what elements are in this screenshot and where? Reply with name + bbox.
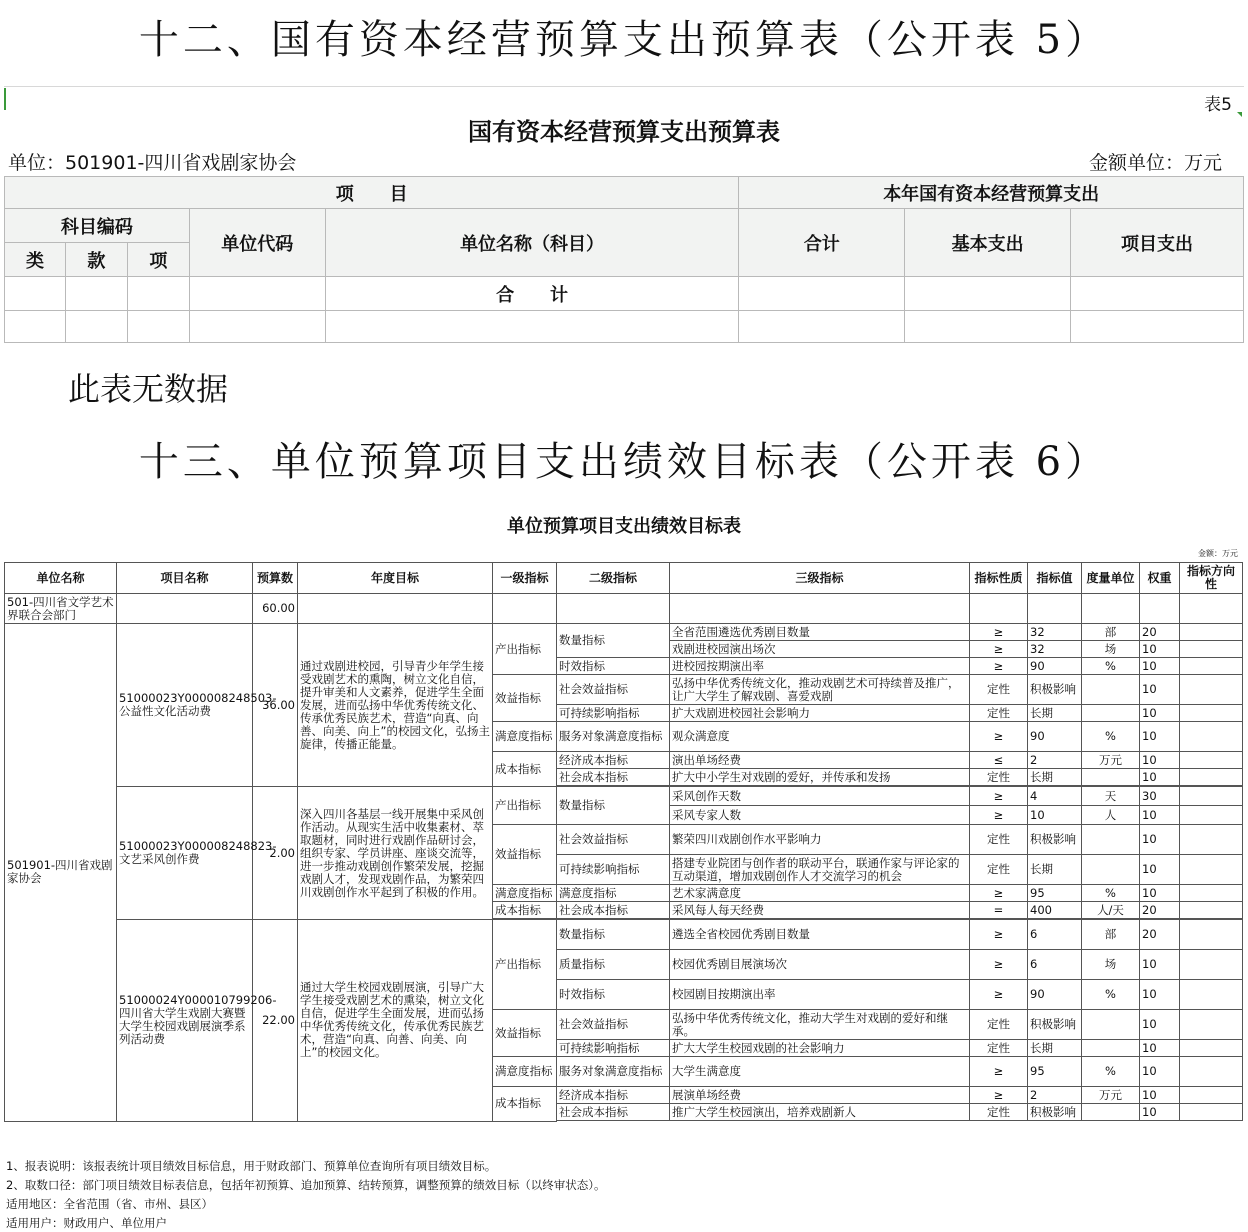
p1-r1-v: 32 [1028, 641, 1082, 658]
t6-h-nature: 指标性质 [970, 563, 1028, 594]
t6-h-l3: 三级指标 [670, 563, 970, 594]
p2-l1-out: 产出指标 [493, 787, 557, 825]
p1-r7-l2: 社会成本指标 [557, 769, 670, 786]
table-row [5, 787, 1243, 806]
p2-r0-m: 天 [1082, 787, 1140, 806]
t5-h-code: 科目编码 [5, 209, 190, 243]
p3-r6-n: ≥ [970, 1087, 1028, 1104]
p3-r2-l2: 时效指标 [557, 980, 670, 1010]
t6-h-direction: 指标方向性 [1180, 563, 1243, 594]
t6-dept-budget: 60.00 [253, 594, 298, 624]
p2-r3-w: 10 [1140, 855, 1180, 885]
p2-goal: 深入四川各基层一线开展集中采风创作活动。从现实生活中收集素材、萃取题材，同时进行戏剧作品研讨会，组织专家、学员讲座、座谈交流等，进一步推动戏剧创作繁荣发展，挖掘戏剧人才，发现戏剧作品，为繁荣四川戏剧创作水平起到了积极的作用。 [298, 787, 493, 920]
p1-r5-l3: 观众满意度 [670, 722, 970, 752]
p1-r4-n: 定性 [970, 705, 1028, 722]
table-row [5, 920, 1243, 950]
p1-r3-w: 10 [1140, 675, 1180, 705]
p2-r5-n: = [970, 902, 1028, 919]
p3-r7-l3: 推广大学生校园演出，培养戏剧新人 [670, 1104, 970, 1121]
p1-r0-n: ≥ [970, 624, 1028, 641]
p3-r3-n: 定性 [970, 1010, 1028, 1040]
p1-r7-v: 长期 [1028, 769, 1082, 786]
table5 [4, 176, 1244, 343]
p1-r2-w: 10 [1140, 658, 1180, 675]
p1-r2-n: ≥ [970, 658, 1028, 675]
p2-r1-n: ≥ [970, 806, 1028, 825]
p3-r1-m: 场 [1082, 950, 1140, 980]
p1-l1-eff: 效益指标 [493, 675, 557, 722]
p3-r1-l3: 校园优秀剧目展演场次 [670, 950, 970, 980]
p3-r2-m: % [1082, 980, 1140, 1010]
p1-r3-l3: 弘扬中华优秀传统文化，推动戏剧艺术可持续普及推广，让广大学生了解戏剧、喜爱戏剧 [670, 675, 970, 705]
p3-r0-m: 部 [1082, 920, 1140, 950]
p2-r3-n: 定性 [970, 855, 1028, 885]
p1-r4-m [1082, 705, 1140, 722]
p3-r0-v: 6 [1028, 920, 1082, 950]
t6-org: 501901-四川省戏剧家协会 [5, 624, 117, 1122]
p1-r7-m [1082, 769, 1140, 786]
p2-r1-l3: 采风专家人数 [670, 806, 970, 825]
p3-r0-l2: 数量指标 [557, 920, 670, 950]
p1-r6-v: 2 [1028, 752, 1082, 769]
p2-r2-l3: 繁荣四川戏剧创作水平影响力 [670, 825, 970, 855]
p1-r6-l3: 演出单场经费 [670, 752, 970, 769]
p3-r2-w: 10 [1140, 980, 1180, 1010]
p1-r2-v: 90 [1028, 658, 1082, 675]
p2-r2-m [1082, 825, 1140, 855]
p3-r7-w: 10 [1140, 1104, 1180, 1121]
p3-r4-v: 长期 [1028, 1040, 1082, 1057]
p2-r1-v: 10 [1028, 806, 1082, 825]
p2-r2-l2: 社会效益指标 [557, 825, 670, 855]
p2-r5-l2: 社会成本指标 [557, 902, 670, 919]
p2-r2-v: 积极影响 [1028, 825, 1082, 855]
p1-r1-l3: 戏剧进校园演出场次 [670, 641, 970, 658]
p3-r4-m [1082, 1040, 1140, 1057]
p3-r7-n: 定性 [970, 1104, 1028, 1121]
p1-r6-w: 10 [1140, 752, 1180, 769]
p3-l1-eff: 效益指标 [493, 1010, 557, 1057]
p1-r0-w: 20 [1140, 624, 1180, 641]
p1-r2-m: % [1082, 658, 1140, 675]
p2-l1-cost: 成本指标 [493, 902, 557, 919]
t5-h-total: 合计 [739, 209, 905, 277]
p2-r4-m: % [1082, 885, 1140, 902]
footnote-2: 2、取数口径：部门项目绩效目标表信息，包括年初预算、追加预算、结转预算，调整预算的绩效目标（以终审状态）。 [6, 1178, 606, 1192]
p1-r7-n: 定性 [970, 769, 1028, 786]
p3-r1-n: ≥ [970, 950, 1028, 980]
p2-r0-n: ≥ [970, 787, 1028, 806]
p3-l1-cost: 成本指标 [493, 1087, 557, 1122]
p3-r2-v: 90 [1028, 980, 1082, 1010]
p3-r7-m [1082, 1104, 1140, 1121]
p1-r7-l3: 扩大中小学生对戏剧的爱好，并传承和发扬 [670, 769, 970, 786]
p1-r5-n: ≥ [970, 722, 1028, 752]
p1-r1-n: ≥ [970, 641, 1028, 658]
table6-title: 单位预算项目支出绩效目标表 [507, 516, 741, 537]
p3-r6-l3: 展演单场经费 [670, 1087, 970, 1104]
t6-h-unit: 单位名称 [5, 563, 117, 594]
p2-r1-w: 10 [1140, 806, 1180, 825]
p3-r5-m: % [1082, 1057, 1140, 1087]
p1-r6-n: ≤ [970, 752, 1028, 769]
t5-h-lei: 类 [5, 243, 66, 277]
footnote-1: 1、报表说明：该报表统计项目绩效目标信息，用于财政部门、预算单位查询所有项目绩效目标。 [6, 1159, 497, 1173]
p1-r2-l3: 进校园按期演出率 [670, 658, 970, 675]
p1-r5-v: 90 [1028, 722, 1082, 752]
t6-h-proj: 项目名称 [117, 563, 253, 594]
t6-h-l2: 二级指标 [557, 563, 670, 594]
p1-r6-l2: 经济成本指标 [557, 752, 670, 769]
t6-h-measure: 度量单位 [1082, 563, 1140, 594]
p3-r3-l2: 社会效益指标 [557, 1010, 670, 1040]
p1-r5-w: 10 [1140, 722, 1180, 752]
p1-r6-m: 万元 [1082, 752, 1140, 769]
p3-r3-m [1082, 1010, 1140, 1040]
p3-r1-v: 6 [1028, 950, 1082, 980]
t5-total-row: 合 计 [325, 277, 739, 311]
table5-label: 表5 [1204, 95, 1232, 115]
p1-l1-out: 产出指标 [493, 624, 557, 675]
p2-r5-m: 人/天 [1082, 902, 1140, 919]
no-data-note: 此表无数据 [68, 370, 229, 408]
footnote-4: 适用用户：财政用户、单位用户 [6, 1216, 167, 1230]
p2-r4-w: 10 [1140, 885, 1180, 902]
p1-r0-v: 32 [1028, 624, 1082, 641]
table6-unit: 金额：万元 [1198, 549, 1238, 558]
p2-r4-n: ≥ [970, 885, 1028, 902]
p1-r7-w: 10 [1140, 769, 1180, 786]
p3-r0-n: ≥ [970, 920, 1028, 950]
p1-r2-l2: 时效指标 [557, 658, 670, 675]
p3-r4-l3: 扩大大学生校园戏剧的社会影响力 [670, 1040, 970, 1057]
table5-unit-right: 金额单位：万元 [1088, 152, 1222, 174]
p1-r3-n: 定性 [970, 675, 1028, 705]
p2-r5-w: 20 [1140, 902, 1180, 919]
p3-l1-sat: 满意度指标 [493, 1057, 557, 1087]
t6-h-budget: 预算数 [253, 563, 298, 594]
p2-r4-l3: 艺术家满意度 [670, 885, 970, 902]
t5-h-project: 项 目 [5, 177, 739, 209]
t6-h-l1: 一级指标 [493, 563, 557, 594]
p1-r0-l2: 数量指标 [557, 624, 670, 658]
p2-r3-v: 长期 [1028, 855, 1082, 885]
p2-r4-v: 95 [1028, 885, 1082, 902]
t5-h-proj: 项目支出 [1071, 209, 1244, 277]
p3-r3-v: 积极影响 [1028, 1010, 1082, 1040]
section-12-heading: 十二、国有资本经营预算支出预算表（公开表 5） [138, 17, 1110, 63]
p3-name: 51000024Y000010799206-四川省大学生戏剧大赛暨大学生校园戏剧展演季系列活动费 [117, 920, 253, 1122]
p3-r2-n: ≥ [970, 980, 1028, 1010]
p3-r3-l3: 弘扬中华优秀传统文化，推动大学生对戏剧的爱好和继承。 [670, 1010, 970, 1040]
p2-r3-l2: 可持续影响指标 [557, 855, 670, 885]
p3-r7-l2: 社会成本指标 [557, 1104, 670, 1121]
p3-r0-l3: 遴选全省校园优秀剧目数量 [670, 920, 970, 950]
p1-r3-v: 积极影响 [1028, 675, 1082, 705]
t5-h-unitcode: 单位代码 [189, 209, 325, 277]
p3-r4-w: 10 [1140, 1040, 1180, 1057]
p1-r4-w: 10 [1140, 705, 1180, 722]
p2-r2-n: 定性 [970, 825, 1028, 855]
t6-h-goal: 年度目标 [298, 563, 493, 594]
footnote-3: 适用地区：全省范围（省、市州、县区） [6, 1197, 213, 1211]
t5-h-current: 本年国有资本经营预算支出 [739, 177, 1244, 209]
p3-goal: 通过大学生校园戏剧展演，引导广大学生接受戏剧艺术的熏染，树立文化自信，促进学生全面发展，进而弘扬中华优秀传统文化，传承优秀民族艺术，营造“向真、向善、向美、向上”的校园文化。 [298, 920, 493, 1122]
p3-r5-v: 95 [1028, 1057, 1082, 1087]
p2-r4-l2: 满意度指标 [557, 885, 670, 902]
p3-r0-w: 20 [1140, 920, 1180, 950]
p3-r5-l2: 服务对象满意度指标 [557, 1057, 670, 1087]
p2-r3-m [1082, 855, 1140, 885]
p2-r1-m: 人 [1082, 806, 1140, 825]
p2-r0-w: 30 [1140, 787, 1180, 806]
p1-l1-cost: 成本指标 [493, 752, 557, 787]
p1-r0-m: 部 [1082, 624, 1140, 641]
table6 [4, 562, 1243, 1122]
p2-l1-sat: 满意度指标 [493, 885, 557, 902]
table-row [5, 624, 1243, 641]
p3-r6-m: 万元 [1082, 1087, 1140, 1104]
p3-r5-w: 10 [1140, 1057, 1180, 1087]
t6-h-value: 指标值 [1028, 563, 1082, 594]
p3-r6-w: 10 [1140, 1087, 1180, 1104]
t5-h-kuan: 款 [65, 243, 127, 277]
p3-r4-l2: 可持续影响指标 [557, 1040, 670, 1057]
p1-name: 51000023Y000008248503-公益性文化活动费 [117, 624, 253, 787]
p3-budget: 22.00 [253, 920, 298, 1122]
t5-h-xiang: 项 [127, 243, 189, 277]
p1-goal: 通过戏剧进校园，引导青少年学生接受戏剧艺术的熏陶，树立文化自信，提升审美和人文素养，促进学生全面发展，进而弘扬中华优秀传统文化、传承优秀民族艺术，营造“向真、向善、向美、向上”的校园文化，弘扬主旋律，传播正能量。 [298, 624, 493, 787]
p1-r3-l2: 社会效益指标 [557, 675, 670, 705]
p2-r0-l3: 采风创作天数 [670, 787, 970, 806]
p2-r5-v: 400 [1028, 902, 1082, 919]
p2-r0-v: 4 [1028, 787, 1082, 806]
p1-r4-v: 长期 [1028, 705, 1082, 722]
p3-r3-w: 10 [1140, 1010, 1180, 1040]
p1-r5-l2: 服务对象满意度指标 [557, 722, 670, 752]
table5-unit-left: 单位：501901-四川省戏剧家协会 [8, 152, 297, 174]
t5-h-basic: 基本支出 [905, 209, 1071, 277]
p1-r3-m [1082, 675, 1140, 705]
section-13-heading: 十三、单位预算项目支出绩效目标表（公开表 6） [138, 439, 1110, 485]
p2-budget: 2.00 [253, 787, 298, 920]
p2-r5-l3: 采风每人每天经费 [670, 902, 970, 919]
p1-r1-m: 场 [1082, 641, 1140, 658]
p1-r4-l3: 扩大戏剧进校园社会影响力 [670, 705, 970, 722]
p3-r1-w: 10 [1140, 950, 1180, 980]
p1-r0-l3: 全省范围遴选优秀剧目数量 [670, 624, 970, 641]
t6-dept-unit: 501-四川省文学艺术界联合会部门 [5, 594, 117, 624]
p3-r4-n: 定性 [970, 1040, 1028, 1057]
p3-r2-l3: 校园剧目按期演出率 [670, 980, 970, 1010]
p2-r0-l2: 数量指标 [557, 787, 670, 825]
t6-h-weight: 权重 [1140, 563, 1180, 594]
p1-r5-m: % [1082, 722, 1140, 752]
p1-budget: 36.00 [253, 624, 298, 787]
p2-name: 51000023Y000008248823-文艺采风创作费 [117, 787, 253, 920]
p2-l1-eff: 效益指标 [493, 825, 557, 885]
p2-r3-l3: 搭建专业院团与创作者的联动平台，联通作家与评论家的互动渠道，增加戏剧创作人才交流学习的机会 [670, 855, 970, 885]
p3-l1-out: 产出指标 [493, 920, 557, 1010]
t5-h-unitname: 单位名称（科目） [325, 209, 739, 277]
p3-r5-l3: 大学生满意度 [670, 1057, 970, 1087]
p3-r6-l2: 经济成本指标 [557, 1087, 670, 1104]
p3-r5-n: ≥ [970, 1057, 1028, 1087]
p1-r4-l2: 可持续影响指标 [557, 705, 670, 722]
p2-r2-w: 10 [1140, 825, 1180, 855]
p1-r1-w: 10 [1140, 641, 1180, 658]
p3-r7-v: 积极影响 [1028, 1104, 1082, 1121]
p1-l1-sat: 满意度指标 [493, 722, 557, 752]
p3-r6-v: 2 [1028, 1087, 1082, 1104]
table5-title: 国有资本经营预算支出预算表 [468, 117, 780, 146]
p3-r1-l2: 质量指标 [557, 950, 670, 980]
cell-cursor-marker [4, 88, 6, 110]
